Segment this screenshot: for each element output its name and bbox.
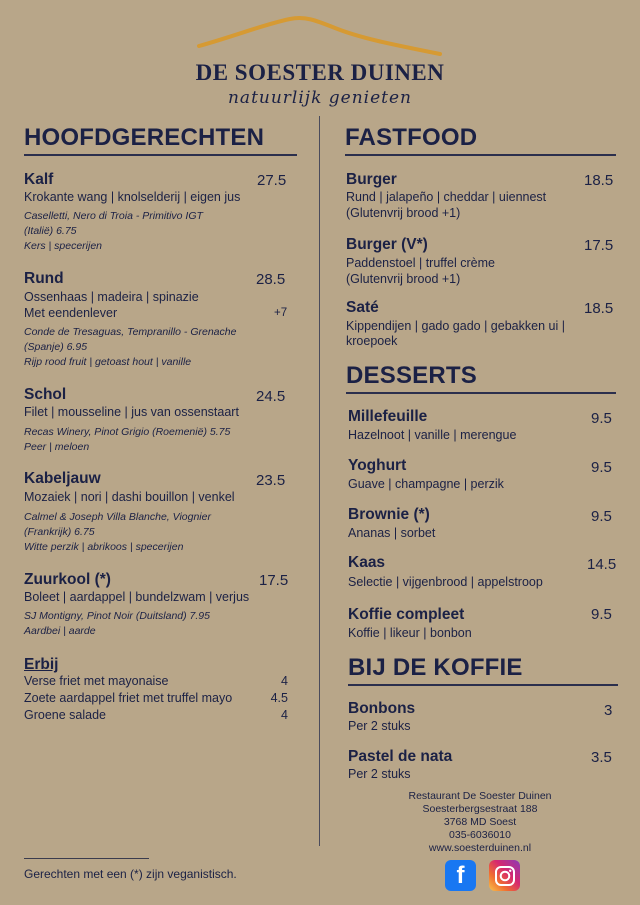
dish-name: Kaas — [348, 554, 386, 571]
wine-notes: Aardbei | aarde — [24, 625, 96, 637]
dish-name: Koffie compleet — [348, 606, 465, 623]
wine-notes: Peer | meloen — [24, 441, 90, 453]
dish-description: Krokante wang | knolselderij | eigen jus — [24, 190, 241, 204]
side-item — [24, 674, 288, 688]
dish-price: 14.5 — [587, 556, 617, 573]
restaurant-address — [380, 790, 580, 855]
footnote-divider — [24, 858, 149, 859]
dish-price: 17.5 — [584, 237, 614, 254]
side-price: 4 — [281, 708, 288, 722]
dish-price: 23.5 — [256, 472, 286, 489]
dish-name: Bonbons — [348, 700, 416, 717]
section-title-desserts: DESSERTS — [346, 362, 477, 389]
side-price: 4 — [281, 674, 288, 688]
address-line: Soesterbergsestraat 188 — [422, 803, 538, 815]
mountain-logo — [195, 14, 445, 59]
dish-price: 17.5 — [259, 572, 289, 589]
dish-description: Guave | champagne | perzik — [348, 477, 504, 491]
section-underline — [24, 154, 297, 156]
side-name: Zoete aardappel friet met truffel mayo — [24, 691, 233, 705]
dish-description: Boleet | aardappel | bundelzwam | verjus — [24, 590, 250, 604]
dish-price: 18.5 — [584, 300, 614, 317]
wine-pairing: SJ Montigny, Pinot Noir (Duitsland) 7.95 — [24, 610, 210, 622]
section-title-bij-de-koffie: BIJ DE KOFFIE — [348, 654, 523, 681]
sides-title: Erbij — [24, 656, 59, 673]
address-line: 3768 MD Soest — [443, 816, 517, 828]
dish-description: Paddenstoel | truffel crème — [346, 256, 495, 270]
wine-pairing: Conde de Tresaguas, Tempranillo - Grenache — [24, 326, 237, 338]
dish-note: (Glutenvrij brood +1) — [346, 206, 461, 220]
wine-notes: Witte perzik | abrikoos | specerijen — [24, 541, 184, 553]
column-divider — [319, 116, 320, 846]
dish-price: 9.5 — [591, 410, 612, 427]
dish-name: Saté — [346, 299, 379, 316]
website-link[interactable]: www.soesterduinen.nl — [428, 842, 532, 854]
dish-description: Ananas | sorbet — [348, 526, 436, 540]
side-price: 4.5 — [270, 691, 288, 705]
dish-description: Rund | jalapeño | cheddar | uiennest — [346, 190, 547, 204]
dish-price: 28.5 — [256, 271, 286, 288]
dish-name: Pastel de nata — [348, 748, 453, 765]
wine-notes: Kers | specerijen — [24, 240, 103, 252]
dish-extra: Met eendenlever — [24, 306, 118, 320]
vegan-footnote: Gerechten met een (*) zijn veganistisch. — [24, 867, 237, 881]
dish-price: 3 — [604, 702, 613, 719]
wine-pairing-price: (Frankrijk) 6.75 — [24, 526, 95, 538]
dish-name: Kalf — [24, 171, 54, 188]
dish-description: Per 2 stuks — [348, 719, 411, 733]
side-item — [24, 708, 288, 722]
dish-note: (Glutenvrij brood +1) — [346, 272, 461, 286]
dish-name: Rund — [24, 270, 64, 287]
dish-description: Filet | mousseline | jus van ossenstaart — [24, 405, 239, 419]
dish-name: Burger (V*) — [346, 236, 428, 253]
dish-price: 9.5 — [591, 508, 612, 525]
dish-price: 9.5 — [591, 606, 612, 623]
dish-name: Kabeljauw — [24, 470, 101, 487]
dish-name: Zuurkool (*) — [24, 571, 111, 588]
side-name: Groene salade — [24, 708, 107, 722]
dish-name: Millefeuille — [348, 408, 428, 425]
dish-price: 24.5 — [256, 388, 286, 405]
wine-pairing-price: (Italië) 6.75 — [24, 225, 77, 237]
section-underline — [346, 392, 616, 394]
dish-price: 3.5 — [591, 749, 612, 766]
wine-pairing: Calmel & Joseph Villa Blanche, Viognier — [24, 511, 211, 523]
section-title-fastfood: FASTFOOD — [345, 124, 478, 151]
phone-number: 035-6036010 — [449, 829, 511, 841]
dish-name: Brownie (*) — [348, 506, 430, 523]
dish-name: Schol — [24, 386, 67, 403]
instagram-icon[interactable] — [489, 860, 520, 891]
dish-price: 9.5 — [591, 459, 612, 476]
wine-pairing: Caselletti, Nero di Troia - Primitivo IGT — [24, 210, 203, 222]
dish-name: Yoghurt — [348, 457, 407, 474]
facebook-icon[interactable]: f — [445, 860, 476, 891]
dish-note: kroepoek — [346, 334, 398, 348]
dish-description: Per 2 stuks — [348, 767, 411, 781]
section-underline — [348, 684, 618, 686]
side-item — [24, 691, 288, 705]
section-title-hoofdgerechten: HOOFDGERECHTEN — [24, 124, 265, 151]
dish-description: Koffie | likeur | bonbon — [348, 626, 472, 640]
brand-name: DE SOESTER DUINEN — [195, 60, 445, 85]
wine-notes: Rijp rood fruit | getoast hout | vanille — [24, 356, 192, 368]
dish-description: Hazelnoot | vanille | merengue — [348, 428, 517, 442]
dish-price: 27.5 — [257, 172, 287, 189]
dish-name: Burger — [346, 171, 397, 188]
dish-description: Mozaiek | nori | dashi bouillon | venkel — [24, 490, 235, 504]
dish-description: Selectie | vijgenbrood | appelstroop — [348, 575, 543, 589]
dish-extra-price: +7 — [274, 307, 288, 319]
tagline: natuurlijk genieten — [227, 88, 413, 108]
dish-price: 18.5 — [584, 172, 614, 189]
address-line: Restaurant De Soester Duinen — [408, 790, 552, 802]
section-underline — [345, 154, 616, 156]
wine-pairing-price: (Spanje) 6.95 — [24, 341, 88, 353]
dish-description: Kippendijen | gado gado | gebakken ui | — [346, 319, 565, 333]
side-name: Verse friet met mayonaise — [24, 674, 169, 688]
wine-pairing: Recas Winery, Pinot Grigio (Roemenië) 5.75 — [24, 426, 231, 438]
dish-description: Ossenhaas | madeira | spinazie — [24, 290, 199, 304]
